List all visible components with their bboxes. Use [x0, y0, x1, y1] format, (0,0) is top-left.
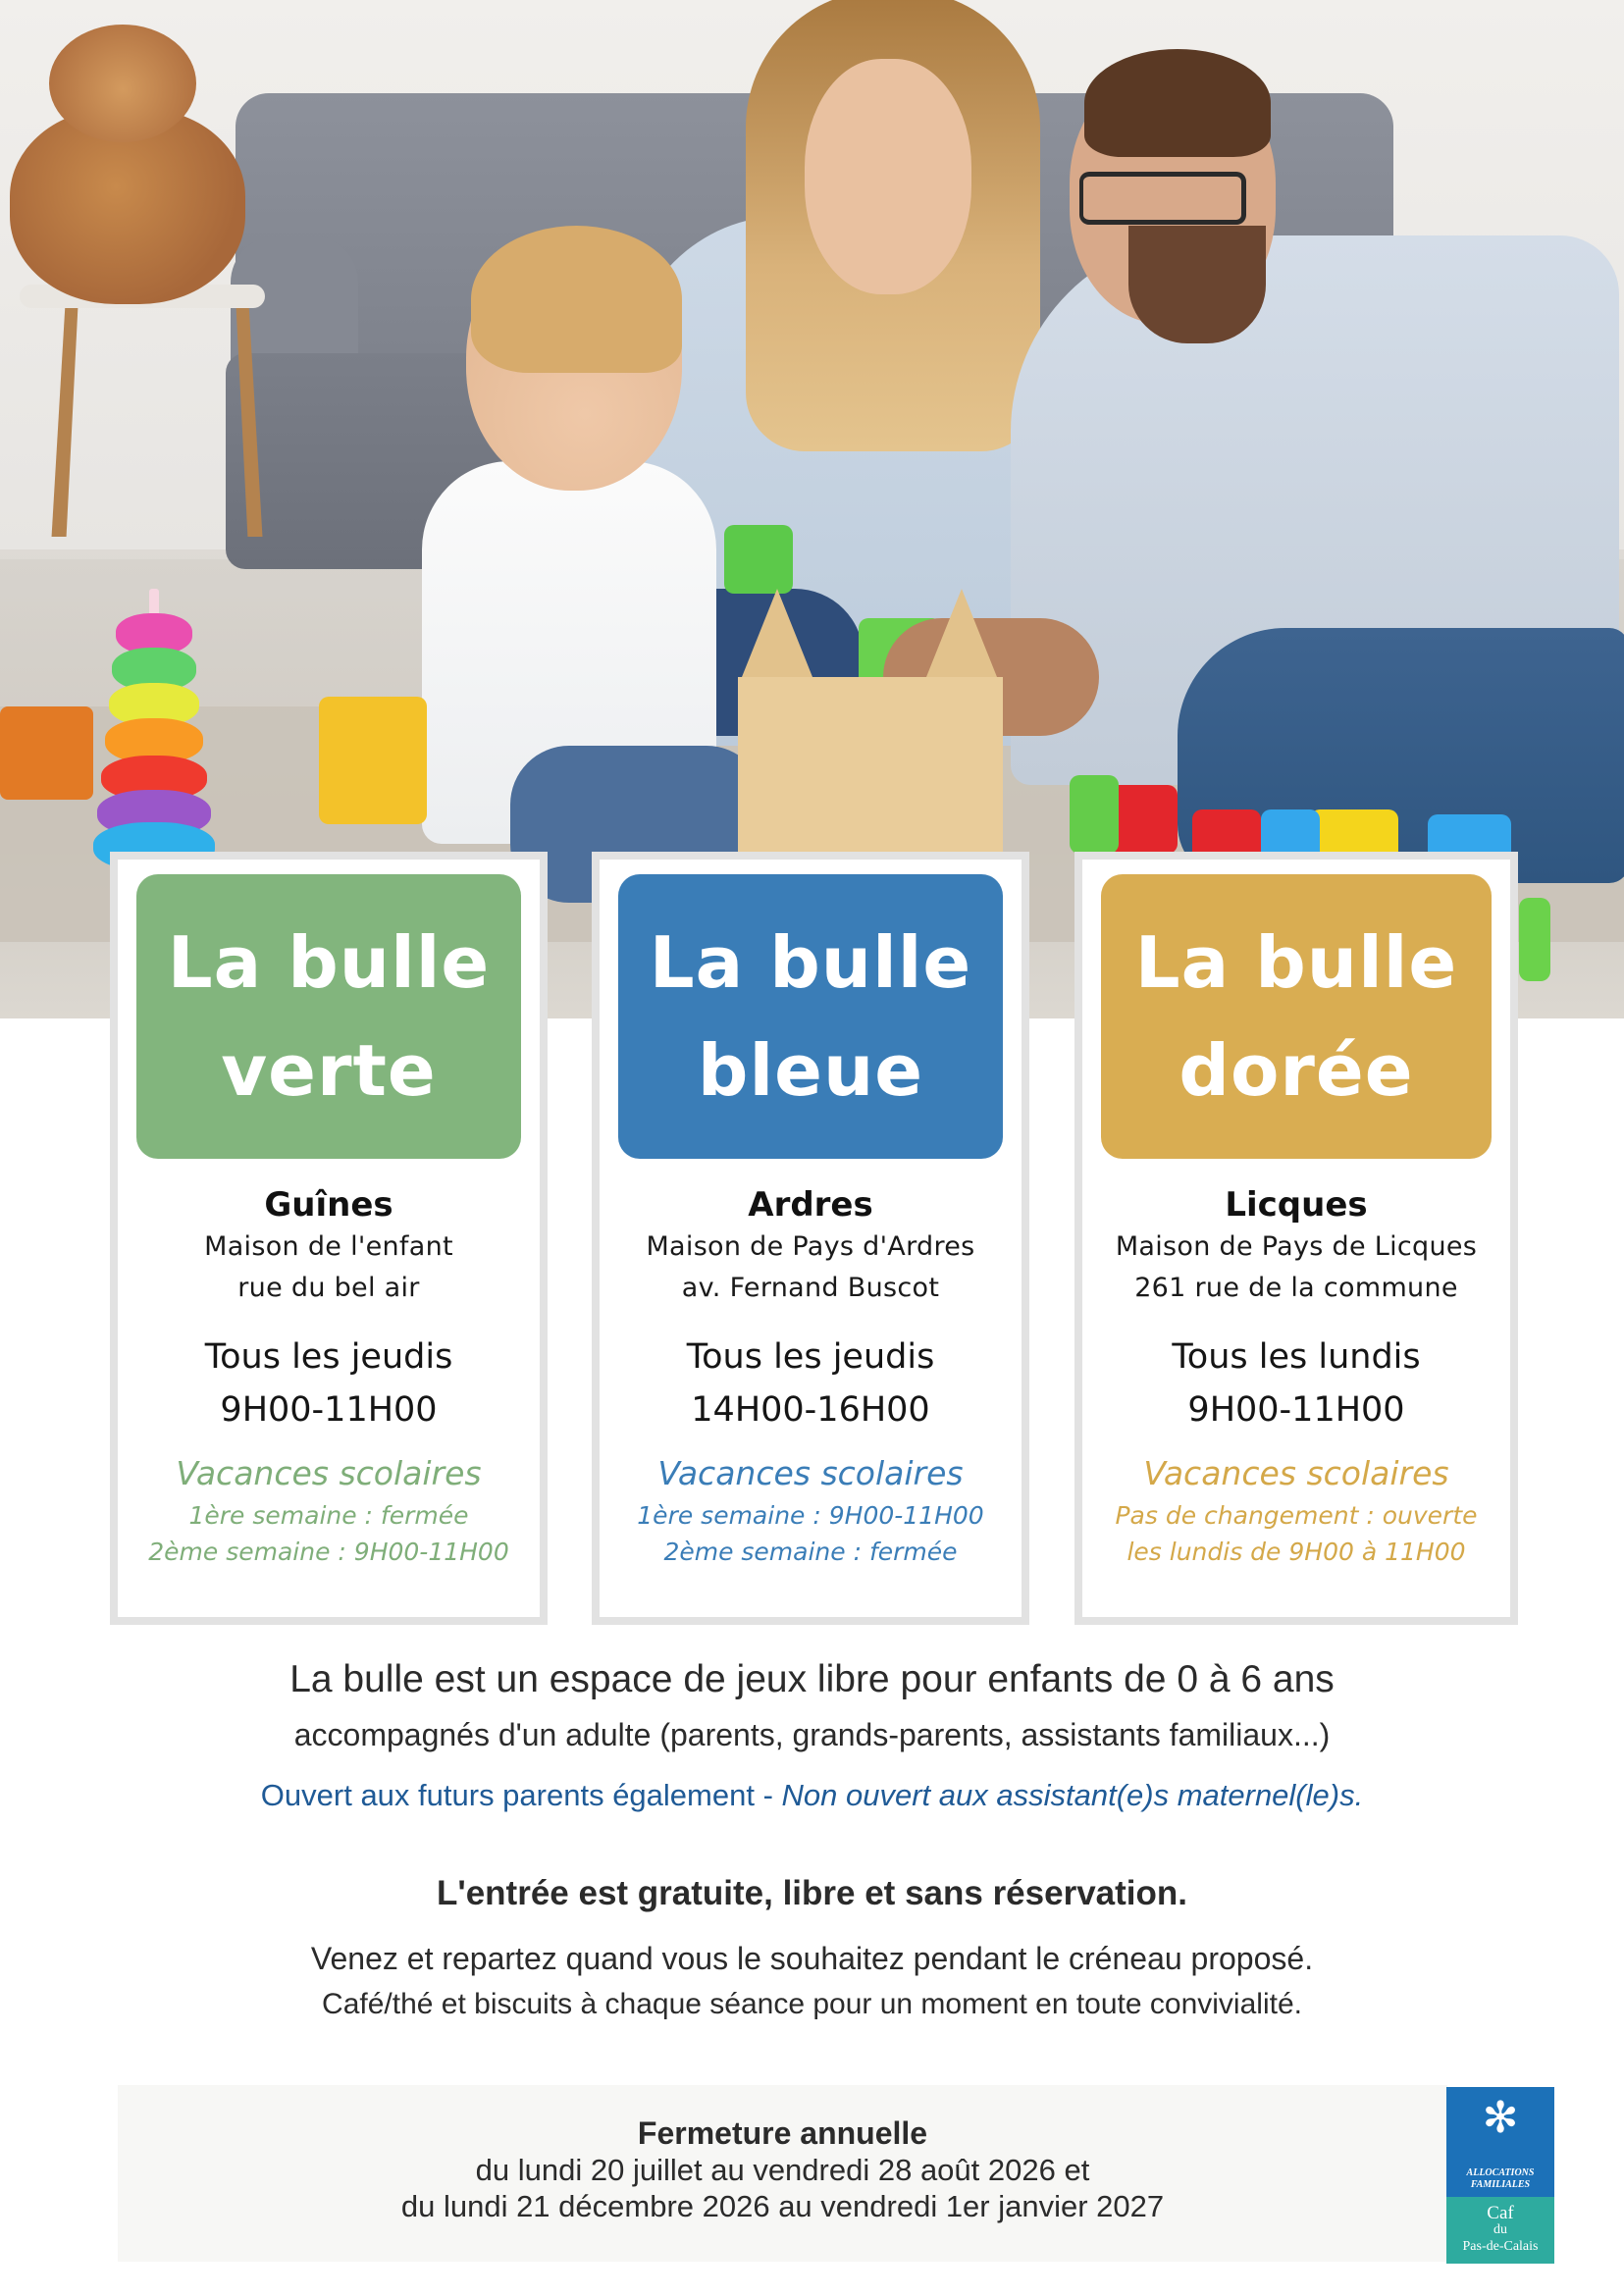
closure-period-1: du lundi 20 juillet au vendredi 28 août 2026 et: [475, 2153, 1090, 2187]
eligibility-restriction: Non ouvert aux assistant(e)s maternel(le)s.: [781, 1778, 1364, 1812]
card-schedule-day: Tous les jeudis: [204, 1337, 453, 1377]
photo-child-hair: [471, 226, 682, 373]
card-title-line2: bleue: [697, 1029, 924, 1112]
card-schedule-day: Tous les lundis: [1172, 1337, 1421, 1377]
red-block: [1109, 785, 1178, 854]
card-vacation-title: Vacances scolaires: [1143, 1454, 1449, 1492]
card-vacation-title: Vacances scolaires: [657, 1454, 964, 1492]
card-info: [1082, 1183, 1510, 1570]
card-address-line2: 261 rue de la commune: [1134, 1273, 1458, 1303]
caf-logo: [1446, 2087, 1554, 2264]
card-schedule: [600, 1331, 1022, 1436]
photo-glasses: [1079, 172, 1246, 225]
card-schedule-hours: 9H00-11H00: [1187, 1390, 1405, 1430]
toy-truck: [0, 706, 93, 800]
card-info: [118, 1183, 540, 1570]
caf-logo-caf: Caf: [1487, 2203, 1514, 2223]
card-vacation-line1: Pas de changement : ouverte: [1115, 1501, 1478, 1530]
card-vacation-line1: 1ère semaine : 9H00-11H00: [637, 1501, 984, 1530]
description-come-and-go: Venez et repartez quand vous le souhaitez pendant le créneau proposé.: [310, 1941, 1314, 1976]
card-schedule-hours: 14H00-16H00: [691, 1390, 930, 1430]
caf-logo-line1: ALLOCATIONS: [1466, 2167, 1535, 2178]
description-sub: accompagnés d'un adulte (parents, grands-parents, assistants familiaux...): [293, 1717, 1331, 1752]
card-address-line1: Maison de Pays d'Ardres: [646, 1231, 975, 1262]
card-title-line2: dorée: [1179, 1029, 1414, 1112]
card-title-line2: verte: [221, 1029, 437, 1112]
card-vacation-title: Vacances scolaires: [176, 1454, 482, 1492]
caf-logo-line2: FAMILIALES: [1470, 2179, 1531, 2190]
card-info: [600, 1183, 1022, 1570]
card-title-badge: [1101, 874, 1492, 1159]
card-schedule-hours: 9H00-11H00: [220, 1390, 438, 1430]
caf-logo-allocations: [1446, 2167, 1554, 2191]
card-schedule: [118, 1331, 540, 1436]
wooden-house: [738, 677, 1003, 873]
card-title-badge: [136, 874, 521, 1159]
card-schedule-day: Tous les jeudis: [686, 1337, 935, 1377]
card-title-line1: La bulle: [167, 921, 491, 1004]
teddy-bear-head: [49, 25, 196, 142]
closure-title: Fermeture annuelle: [637, 2115, 928, 2151]
card-bulle-bleue: [592, 852, 1029, 1625]
card-city: Licques: [1225, 1185, 1368, 1225]
card-city: Guînes: [264, 1185, 393, 1225]
card-bulle-doree: [1074, 852, 1518, 1625]
card-address-line2: rue du bel air: [237, 1273, 420, 1303]
closure-period-2: du lundi 21 décembre 2026 au vendredi 1er janvier 2027: [400, 2189, 1165, 2223]
card-title-line1: La bulle: [1134, 921, 1458, 1004]
card-vacation-line2: les lundis de 9H00 à 11H00: [1126, 1538, 1466, 1566]
card-title-badge: [618, 874, 1003, 1159]
location-cards: [0, 852, 1624, 1627]
card-city: Ardres: [748, 1185, 873, 1225]
family-people-icon: ✻: [1482, 2094, 1519, 2142]
caf-logo-top: [1446, 2087, 1554, 2197]
photo-man-beard: [1128, 226, 1266, 343]
free-entry-heading: L'entrée est gratuite, libre et sans réservation.: [437, 1874, 1187, 1912]
card-title-line1: La bulle: [649, 921, 972, 1004]
ring-stacker-toy: [80, 589, 228, 854]
caf-logo-bottom: [1446, 2197, 1554, 2264]
photo-stool: [52, 303, 263, 536]
eligibility-open: Ouvert aux futurs parents également -: [260, 1778, 782, 1812]
green-block: [1070, 775, 1119, 854]
card-vacation-line2: 2ème semaine : 9H00-11H00: [148, 1538, 509, 1566]
card-address-line1: Maison de l'enfant: [204, 1231, 453, 1262]
card-address-line2: av. Fernand Buscot: [681, 1273, 940, 1303]
caf-logo-du: du: [1493, 2222, 1507, 2237]
card-vacation-line2: 2ème semaine : fermée: [663, 1538, 958, 1566]
toy-digger: [319, 697, 427, 824]
green-block: [724, 525, 793, 594]
photo-woman-face: [805, 59, 971, 294]
wooden-house-roof: [738, 589, 816, 687]
wooden-house-roof: [922, 589, 1001, 687]
caf-logo-region: Pas-de-Calais: [1462, 2239, 1539, 2254]
card-bulle-verte: [110, 852, 548, 1625]
card-schedule: [1082, 1331, 1510, 1436]
photo-man-hair: [1084, 49, 1271, 157]
card-address-line1: Maison de Pays de Licques: [1115, 1231, 1478, 1262]
description-eligibility: [0, 1778, 1624, 1813]
annual-closure-box: [118, 2085, 1447, 2262]
description-main: La bulle est un espace de jeux libre pour enfants de 0 à 6 ans: [289, 1658, 1335, 1700]
card-vacation-line1: 1ère semaine : fermée: [188, 1501, 469, 1530]
description-refreshments: Café/thé et biscuits à chaque séance pour un moment en toute convivialité.: [322, 1988, 1302, 2020]
